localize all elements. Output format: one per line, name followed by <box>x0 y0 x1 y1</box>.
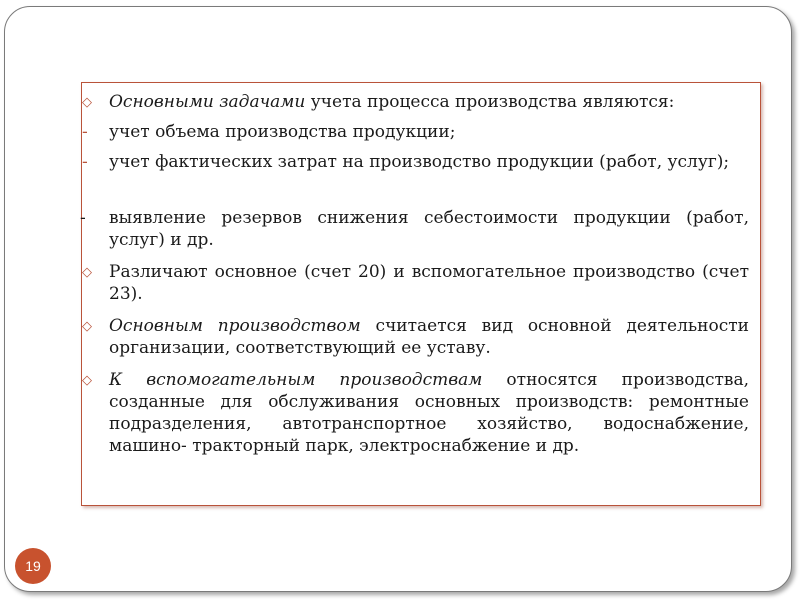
italic-lead: К вспомогательным производствам <box>109 370 483 390</box>
paragraph-text: Различают основное (счет 20) и вспомогательное производство (счет 23). <box>109 262 749 304</box>
dash-bullet: - <box>82 152 88 172</box>
paragraph-text: выявление резервов снижения себестоимости продукции (работ, услуг) и др. <box>109 208 749 250</box>
diamond-bullet-icon: ◇ <box>82 373 92 388</box>
dash-bullet: - <box>82 122 88 142</box>
paragraph-text: учета процесса производства являются: <box>305 92 675 112</box>
page-number: 19 <box>25 558 41 574</box>
diamond-bullet-icon: ◇ <box>82 265 92 280</box>
page-number-badge <box>15 548 51 584</box>
italic-lead: Основными задачами <box>109 92 306 112</box>
paragraph-text: относятся производства, созданные для обслуживания основных производств: ремонтные подразделения, автотранспортное хозяйство, водоснабжение, машино- тракторный парк, электроснабжение и др. <box>109 370 749 456</box>
italic-lead: Основным производством <box>109 316 361 336</box>
dash-bullet: - <box>80 208 86 228</box>
paragraph-text: учет фактических затрат на производство продукции (работ, услуг); <box>109 152 730 172</box>
paragraph-text: учет объема производства продукции; <box>109 122 456 142</box>
content-box <box>81 82 761 506</box>
diamond-bullet-icon: ◇ <box>82 319 92 334</box>
diamond-bullet-icon: ◇ <box>82 95 92 110</box>
paragraph-text: считается вид основной деятельности организации, соответствующий ее уставу. <box>109 316 749 358</box>
